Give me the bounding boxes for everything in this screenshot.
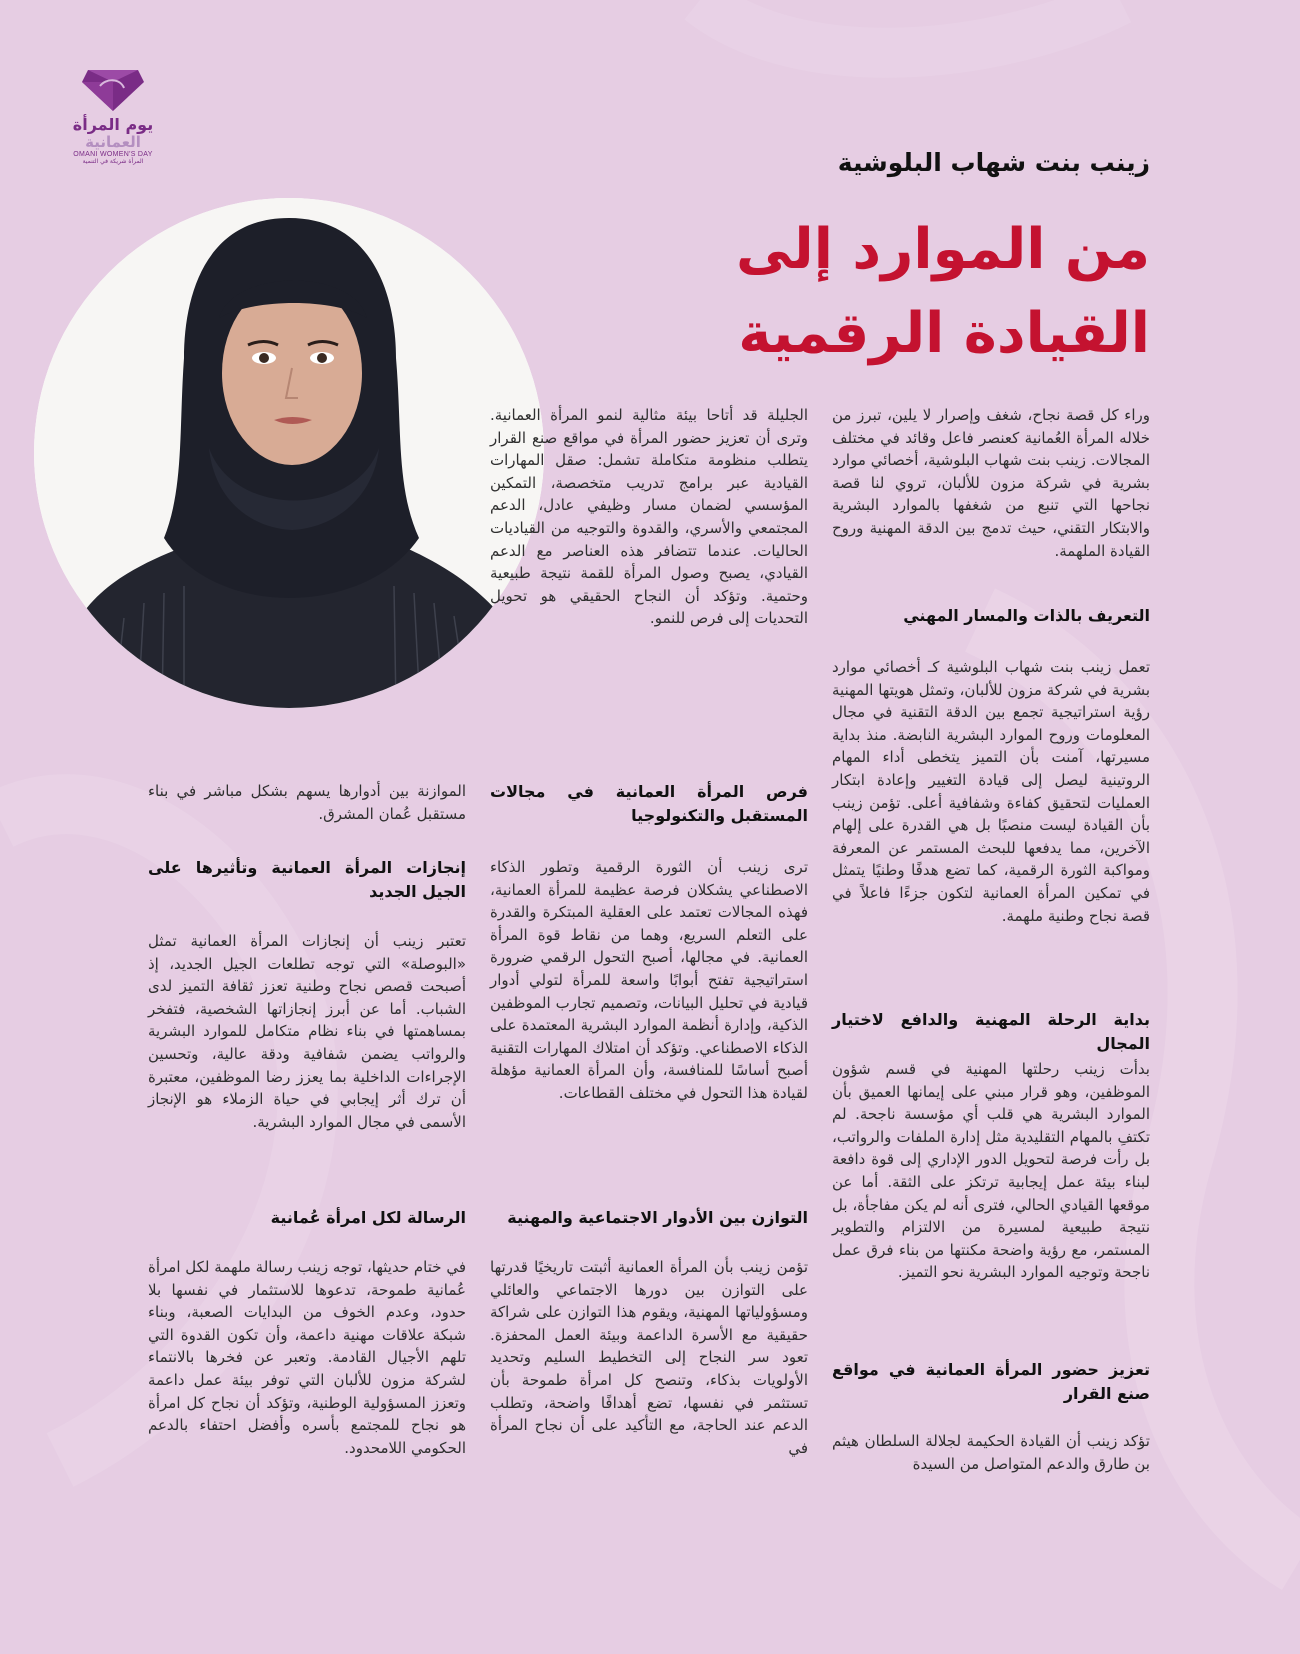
- logo-title-line2: العمانية: [85, 133, 141, 151]
- heading-decision-making: تعزيز حضور المرأة العمانية في مواقع صنع القرار: [832, 1360, 1150, 1403]
- heading-decision-making-block: [832, 1358, 1150, 1406]
- balance-conclusion-paragraph: الموازنة بين أدوارها يسهم بشكل مباشر في بناء مستقبل عُمان المشرق.: [148, 782, 466, 823]
- logo-title-line1: يوم المرأة: [72, 115, 154, 134]
- heading-message-block: [148, 1206, 466, 1230]
- intro-paragraph: وراء كل قصة نجاح، شغف وإصرار لا يلين، تبرز من خلاله المرأة العُمانية كعنصر فاعل وقائد في مختلف المجالات. زينب بنت شهاب البلوشية، أخصائي موارد بشرية في شركة مزون للألبان، تروي لنا قصة نجاحها التي تنبع من شغفها بالموارد البشرية والابتكار التقني، حيث تدمج بين الدقة المهنية وروح القيادة الملهمة.: [832, 406, 1150, 560]
- self-intro-paragraph: تعمل زينب بنت شهاب البلوشية كـ أخصائي موارد بشرية في شركة مزون للألبان، وتمثل هويتها المهنية رؤية استراتيجية تجمع بين الدقة التقنية في مجال المعلومات وروح الموارد البشرية النابضة. منذ بداية مسيرتها، آمنت بأن التميز يتخطى أداء المهام الروتينية ليصل إلى قيادة التغيير وإعادة ابتكار العمليات لتحقيق كفاءة وشفافية أعلى. تؤمن زينب بأن القيادة ليست منصبًا بل هي القدرة على إلهام الآخرين، مما يدفعها للبحث المستمر عن المعرفة ومواكبة الثورة الرقمية، كما تضع هدفًا وطنيًا يتمثل في تمكين المرأة العمانية لتكون جزءًا فاعلاً في قصة نجاح وطنية ملهمة.: [832, 658, 1150, 925]
- balance-block: [490, 1256, 808, 1459]
- heading-achievements-block: [148, 856, 466, 904]
- author-name: زينب بنت شهاب البلوشية: [837, 148, 1150, 177]
- article-column-1: [832, 404, 1150, 562]
- title-line-1: من الموارد إلى: [736, 217, 1150, 282]
- self-intro-block: [832, 656, 1150, 927]
- portrait-illustration: [34, 198, 544, 708]
- message-block: [148, 1256, 466, 1459]
- logo-tagline: المرأة شريكة في التنمية: [82, 158, 144, 165]
- portrait-photo: [34, 198, 544, 708]
- balance-paragraph: تؤمن زينب بأن المرأة العمانية أثبتت تاريخيًا قدرتها على التوازن بين دورها الاجتماعي والعائلي ومسؤولياتها المهنية، ويقوم هذا التوازن على شراكة حقيقية مع الأسرة الداعمة وبيئة العمل المحفزة. تعود سر النجاح إلى التخطيط السليم وتحديد الأولويات بذكاء، وتنصح كل امرأة طموحة بأن تستثمر في نفسها، تضع أهدافًا واضحة، وتطلب الدعم عند الحاجة، مع التأكيد على أن نجاح المرأة في: [490, 1258, 808, 1457]
- title-line-2: القيادة الرقمية: [738, 301, 1150, 366]
- achievements-block: [148, 930, 466, 1133]
- gem-logo-icon: [80, 68, 146, 112]
- future-tech-block: [490, 856, 808, 1105]
- heading-balance-block: [490, 1206, 808, 1230]
- career-start-paragraph: بدأت زينب رحلتها المهنية في قسم شؤون الموظفين، وهو قرار مبني على إيمانها العميق بأن الموارد البشرية هي قلب أي مؤسسة ناجحة. لم تكتفِ بالمهام التقليدية مثل إدارة الملفات والرواتب، بل رأت فرصة لتحويل الدور الإداري إلى قوة دافعة لبناء بيئة عمل إيجابية ترتكز على الثقة. أما عن موقعها القيادي الحالي، فترى أنه لم يكن مفاجأة، بل نتيجة طبيعية لمسيرة من الالتزام والتطوير المستمر، مع رؤية واضحة مكنتها من بناء فرق عمل ناجحة وتوجيه الموارد البشرية نحو التميز.: [832, 1060, 1150, 1282]
- heading-future-tech: فرص المرأة العمانية في مجالات المستقبل والتكنولوجيا: [490, 782, 808, 825]
- article-column-2: [490, 404, 808, 630]
- future-tech-paragraph: ترى زينب أن الثورة الرقمية وتطور الذكاء الاصطناعي يشكلان فرصة عظيمة للمرأة العمانية، فهذه المجالات تعتمد على العقلية المبتكرة والقدرة على التعلم السريع، وهما من نقاط قوة المرأة العمانية. في مجالها، أصبح التحول الرقمي ضرورة استراتيجية تفتح أبوابًا واسعة للمرأة لتولي أدوار قيادية في تحليل البيانات، وتصميم تجارب الموظفين الذكية، وإدارة أنظمة الموارد البشرية المعتمدة على الذكاء الاصطناعي. وتؤكد أن امتلاك المهارات التقنية أصبح أساسًا للمنافسة، وأن المرأة العمانية مؤهلة لقيادة هذا التحول في مختلف القطاعات.: [490, 858, 808, 1102]
- heading-career-start-block: [832, 1008, 1150, 1056]
- career-start-block: [832, 1058, 1150, 1284]
- heading-balance: التوازن بين الأدوار الاجتماعية والمهنية: [507, 1208, 808, 1227]
- heading-self-intro: التعريف بالذات والمسار المهني: [903, 606, 1150, 625]
- leadership-support-paragraph: الجليلة قد أتاحا بيئة مثالية لنمو المرأة العمانية. وترى أن تعزيز حضور المرأة في مواقع صنع القرار يتطلب منظومة متكاملة تشمل: صقل المهارات القيادية عبر برامج تدريب متخصصة، التمكين المؤسسي لضمان مسار وظيفي عادل، الدعم المجتمعي والأسري، والقدوة والتوجيه من القياديات الحاليات. عندما تتضافر هذه العناصر مع الدعم القيادي، يصبح وصول المرأة للقمة نتيجة طبيعية وحتمية. وتؤكد أن النجاح الحقيقي هو تحويل التحديات إلى فرص للنمو.: [490, 406, 808, 628]
- heading-career-start: بداية الرحلة المهنية والدافع لاختيار المجال: [832, 1010, 1150, 1053]
- heading-message: الرسالة لكل امرأة عُمانية: [270, 1208, 466, 1227]
- message-paragraph: في ختام حديثها، توجه زينب رسالة ملهمة لكل امرأة عُمانية طموحة، تدعوها للاستثمار في نفسها بلا حدود، وعدم الخوف من البدايات الصعبة، وبناء شبكة علاقات مهنية داعمة، وأن تكون القدوة التي تلهم الأجيال القادمة. وتعبر عن فخرها بالانتماء لشركة مزون للألبان التي توفر بيئة عمل داعمة وتعزز المسؤولية الوطنية، وتؤكد أن نجاح كل امرأة هو نجاح للمجتمع بأسره وأفضل احتفاء بالدعم الحكومي اللامحدود.: [148, 1258, 466, 1457]
- heading-self-intro-block: [832, 604, 1150, 628]
- article-title: [736, 208, 1150, 376]
- decision-making-paragraph: تؤكد زينب أن القيادة الحكيمة لجلالة السلطان هيثم بن طارق والدعم المتواصل من السيدة: [832, 1432, 1150, 1473]
- logo-english-text: OMANI WOMEN'S DAY: [73, 151, 153, 158]
- heading-achievements: إنجازات المرأة العمانية وتأثيرها على الجيل الجديد: [148, 858, 466, 901]
- achievements-paragraph: تعتبر زينب أن إنجازات المرأة العمانية تمثل «البوصلة» التي توجه تطلعات الجيل الجديد، إذ أصبحت قصص نجاح وطنية تعزز ثقافة التميز لدى الشباب. أما عن أبرز إنجازاتها الشخصية، فتفخر بمساهمتها في بناء نظام متكامل للموارد البشرية والرواتب يضمن شفافية ودقة عالية، وتحسين الإجراءات الداخلية بما يعزز رضا الموظفين، معتبرة أن ترك أثر إيجابي في حياة الزملاء هو الإنجاز الأسمى في مجال الموارد البشرية.: [148, 932, 466, 1131]
- omani-womens-day-logo: [68, 68, 158, 165]
- decision-making-block: [832, 1430, 1150, 1475]
- heading-future-tech-block: [490, 780, 808, 828]
- article-column-3: [148, 780, 466, 825]
